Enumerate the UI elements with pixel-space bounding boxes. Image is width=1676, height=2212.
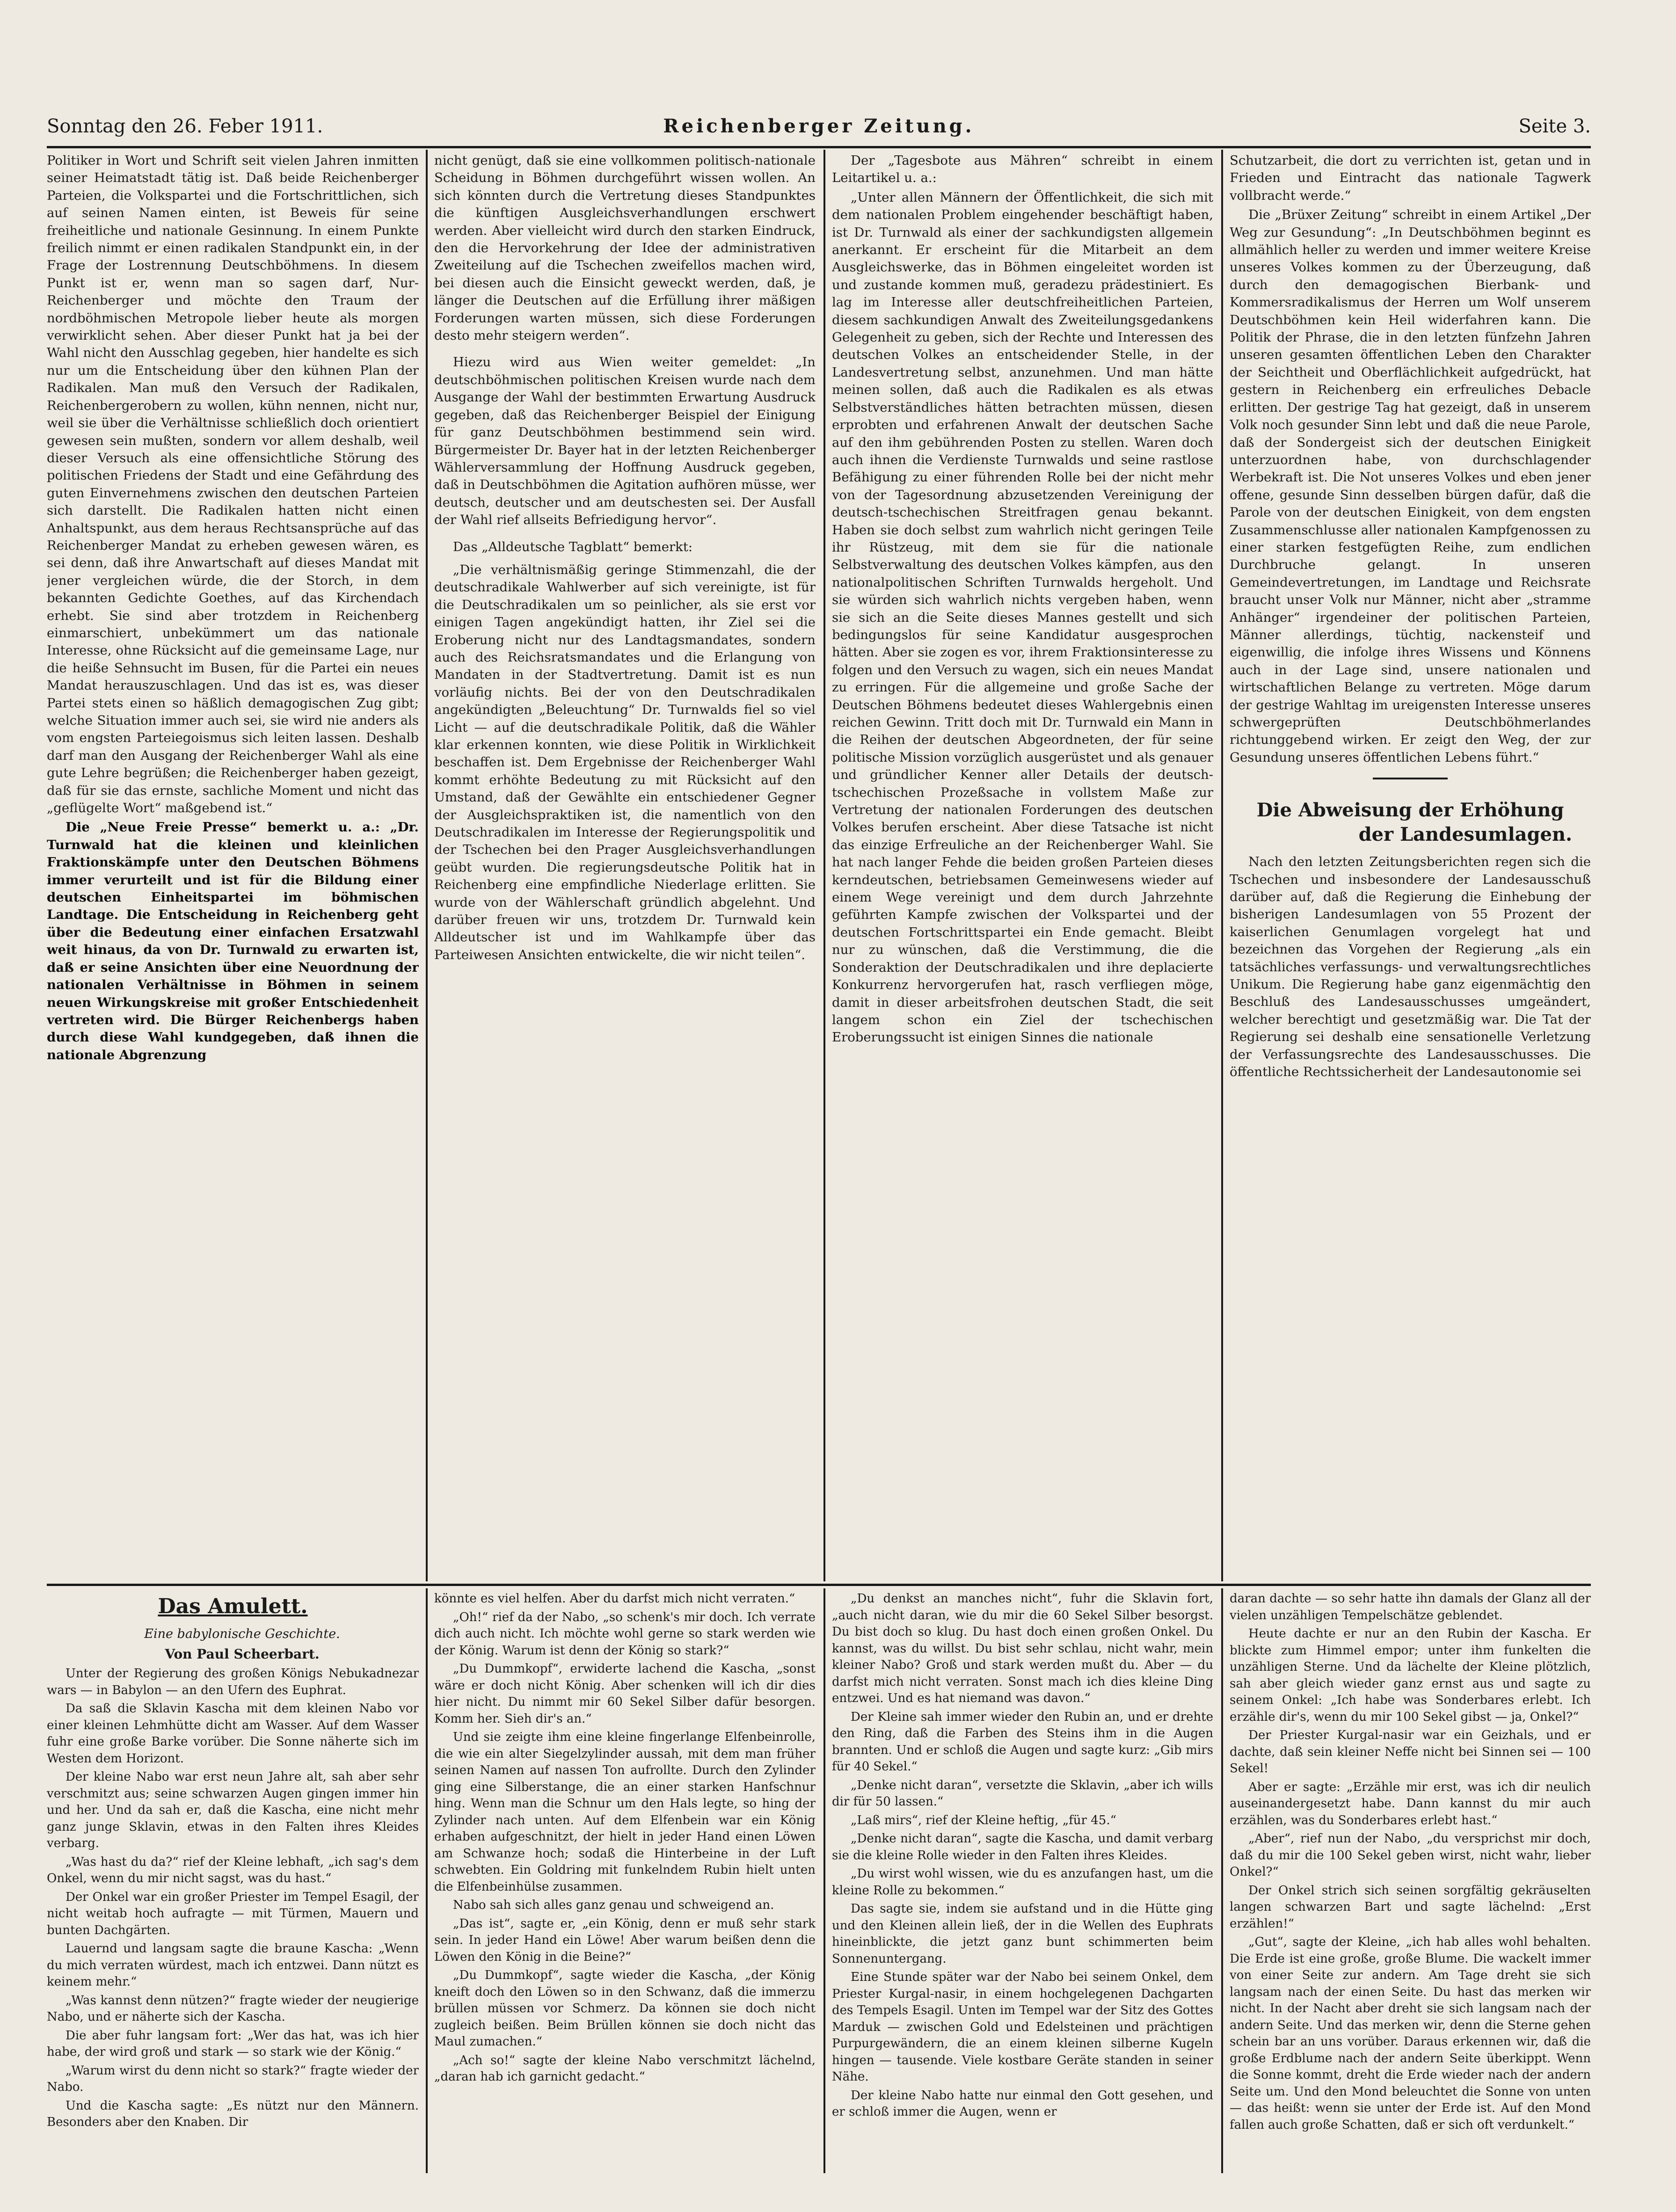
column-rule — [1221, 150, 1223, 1581]
column-rule — [1221, 1588, 1223, 2173]
paragraph: Lauernd und langsam sagte die braune Kascha: „Wenn du mich verraten würdest, mach ich entzwei. Dann nützt es keinem mehr.“ — [47, 1942, 419, 1989]
newspaper-title: Reichenberger Zeitung. — [663, 115, 975, 137]
paragraph: Politiker in Wort und Schrift seit vielen Jahren inmitten seiner Heimatstadt tätig ist. Daß beide Reichenberger Parteien, die Volkspartei und die Fortschrittlichen, sich auf seinen Namen einten, ist Beweis für seine freiheitliche und nationale Gesinnung. In einem Punkte freilich nimmt er einen radikalen Standpunkt ein, in der Frage der Lostrennung Deutschböhmens. In diesem Punkt ist er, wenn man so sagen darf, Nur-Reichenberger und möchte den Traum der nordböhmischen Metropole lieber heute als morgen verwirklicht sehen. Aber dieser Punkt hat ja bei der Wahl nicht den Ausschlag gegeben, hier handelte es sich nur um die Entscheidung über den kühnen Plan der Radikalen. Man muß den Versuch der Radikalen, Reichenbergerobern zu wollen, kühn nennen, nicht nur, weil sie über die Verhältnisse schließlich doch orientiert gewesen sein mußten, sondern vor allem deshalb, weil dieser Versuch als eine offensichtliche Störung des politischen Friedens der Stadt und eine Gefährdung des guten Einvernehmens zwischen den deutschen Parteien sich darstellt. Die Radikalen hatten nicht einen Anhaltspunkt, aus dem heraus Rechtsansprüche auf das Reichenberger Mandat zu erheben gewesen wären, es sei denn, daß ihre Anwartschaft auf dieses Mandat mit jener vergleichen würde, die der Storch, in dem bekannten Gedichte Goethes, auf das Kirchendach erhebt. Sie sind aber trotzdem in Reichenberg einmarschiert, unbekümmert um das nationale Interesse, ohne Rücksicht auf die gemeinsame Lage, nur die heiße Sehnsucht im Busen, für die Partei ein neues Mandat herauszuschlagen. Und das ist es, was dieser Partei stets einen so häßlich demagogischen Zug gibt; welche Situation immer auch sei, sie wird nie anders als vom engsten Parteiegoismus sich leiten lassen. Deshalb darf man den Ausgang der Reichenberger Wahl als eine gute Lehre begrüßen; die Reichenberger haben gezeigt, daß für sie das ernste, sachliche Moment und nicht das „geflügelte Wort“ maßgebend ist.“ — [47, 153, 419, 816]
article-column-4 — [1230, 152, 1591, 1579]
paragraph: Eine Stunde später war der Nabo bei seinem Onkel, dem Priester Kurgal-nasir, in einem hochgelegenen Dachgarten des Tempels Esagil. Unten im Tempel war der Sitz des Gottes Marduk — zwischen Gold und Edelsteinen und prächtigen Purpurgewändern, die an einem kleinen silberne Kugeln hingen — tausende. Viele kostbare Geräte standen in seiner Nähe. — [832, 1970, 1213, 2084]
page-number: Seite 3. — [1518, 116, 1591, 137]
paragraph: „Du Dummkopf“, sagte wieder die Kascha, „der König kneift doch den Löwen so in den Schwanz, daß die immerzu brüllen müssen vor Schmerz. Da können sie doch nicht zugleich beißen. Beim Brüllen können sie doch nicht das Maul zumachen.“ — [434, 1968, 816, 2049]
article-column-3 — [832, 152, 1213, 1579]
paragraph: Der Priester Kurgal-nasir war ein Geizhals, und er dachte, daß sein kleiner Neffe nicht bei Sinnen sei — 100 Sekel! — [1230, 1728, 1591, 1775]
paragraph: Die „Neue Freie Presse“ bemerkt u. a.: „Dr. Turnwald hat die kleinen und kleinlichen Fraktionskämpfe unter den Deutschen Böhmens immer verurteilt und ist für die Bildung einer deutschen Einheitspartei im böhmischen Landtage. Die Entscheidung in Reichenberg geht über die Bedeutung einer einfachen Ersatzwahl weit hinaus, da von Dr. Turnwald zu erwarten ist, daß er seine Ansichten über eine Neuordnung der nationalen Verhältnisse in Böhmen in seinem neuen Wirkungskreise mit großer Entschiedenheit vertreten wird. Die Bürger Reichenbergs haben durch diese Wahl kundgegeben, daß ihnen die nationale Abgrenzung — [47, 820, 419, 1062]
paragraph: Der Onkel strich sich seinen sorgfältig gekräuselten langen schwarzen Bart und sagte lächelnd: „Erst erzählen!“ — [1230, 1883, 1591, 1931]
paragraph: Das sagte sie, indem sie aufstand und in die Hütte ging und den Kleinen allein ließ, der in die Wellen des Euphrats hineinblickte, die jetzt ganz bunt schimmerten beim Sonnenuntergang. — [832, 1902, 1213, 1966]
paragraph: Und sie zeigte ihm eine kleine fingerlange Elfenbeinrolle, die wie ein alter Siegelzylinder aussah, mit dem man früher seinen Namen auf nassen Ton aufrollte. Durch den Zylinder ging eine Silberstange, die an einer starken Hanfschnur hing. Wenn man die Schnur um den Hals legte, so hing der Zylinder nach unten. Auf dem Elfenbein war ein König erhaben aufgeschnitzt, der hielt in jeder Hand einen Löwen am Schwanze hoch; sodaß die Hinterbeine in der Luft schwebten. Ein Goldring mit funkelndem Rubin hielt unten die Elfenbeinhülse zusammen. — [434, 1730, 816, 1894]
section-rule — [47, 1584, 1591, 1586]
paragraph: „Laß mirs“, rief der Kleine heftig, „für 45.“ — [851, 1813, 1116, 1827]
section-divider — [1373, 778, 1448, 779]
paragraph: Der Onkel war ein großer Priester im Tempel Esagil, der nicht weitab hoch aufragte — mit Türmen, Mauern und bunten Dachgärten. — [47, 1890, 419, 1937]
header-rule — [47, 146, 1591, 148]
paragraph: „Du denkst an manches nicht“, fuhr die Sklavin fort, „auch nicht daran, wie du mir die 60 Sekel Silber besorgst. Du bist doch so klug. Du hast doch einen großen Onkel. Du kannst, was du willst. Du bist sehr schlau, nicht wahr, mein kleiner Nabo? Groß und stark werden mußt du. Aber — du darfst mich nicht verraten. Sonst mach ich dies kleine Ding entzwei. Und es hat niemand was davon.“ — [832, 1592, 1213, 1705]
paragraph: „Gut“, sagte der Kleine, „ich hab alles wohl behalten. Die Erde ist eine große, große Blume. Die wackelt immer von einer Seite zur andern. Am Tage dreht sie sich langsam nach der einen Seite. Du hast das merken wir nicht. In der Nacht aber dreht sie sich langsam nach der andern Seite. Und das merken wir, denn die Sterne gehen schein bar an uns vorüber. Daraus erkennen wir, daß die große Erdblume nach der andern Seite überkippt. Wenn die Sonne kommt, dreht die Erde wieder nach der andern Seite um. Und den Mond beleuchtet die Sonne von unten — das heißt: wenn sie unter der Erde ist. Auf den Mond fallen auch große Schatten, daß er sich oft verdunkelt.“ — [1230, 1935, 1591, 2132]
feuilleton-column-2 — [434, 1591, 816, 2173]
paragraph: Die aber fuhr langsam fort: „Wer das hat, was ich hier habe, der wird groß und stark — so stark wie der König.“ — [47, 2028, 419, 2059]
paragraph: Heute dachte er nur an den Rubin der Kascha. Er blickte zum Himmel empor; unter ihm funkelten die unzähligen Sterne. Und da lächelte der Kleine plötzlich, sah aber gleich wieder ganz ernst aus und sagte zu seinem Onkel: „Ich habe was Sonderbares erlebt. Ich erzähle dir's, wenn du mir 100 Sekel gibst — ja, Onkel?“ — [1230, 1627, 1591, 1724]
paragraph: „Das ist“, sagte er, „ein König, denn er muß sehr stark sein. In jeder Hand ein Löwe! Aber warum beißen denn die Löwen den König in die Beine?“ — [434, 1916, 816, 1964]
paragraph: daran dachte — so sehr hatte ihn damals der Glanz all der vielen unzähligen Tempelschätze geblendet. — [1230, 1592, 1591, 1623]
paragraph: „Ach so!“ sagte der kleine Nabo verschmitzt lächelnd, „daran hab ich garnicht gedacht.“ — [434, 2053, 816, 2084]
paragraph: „Du Dummkopf“, erwiderte lachend die Kascha, „sonst wäre er doch nicht König. Aber schenken will ich dir dies hier nicht. Du nimmt mir 60 Sekel Silber dafür besorgen. Komm her. Sieh dir's an.“ — [434, 1662, 816, 1726]
column-rule — [426, 150, 428, 1581]
paragraph: Der „Tagesbote aus Mähren“ schreibt in einem Leitartikel u. a.: — [832, 153, 1213, 186]
paragraph: Und die Kascha sagte: „Es nützt nur den Männern. Besonders aber den Knaben. Dir — [47, 2098, 419, 2129]
paragraph: Nach den letzten Zeitungsberichten regen sich die Tschechen und insbesondere der Landesausschuß darüber auf, daß die Regierung die Einhebung der bisherigen Landesumlagen von 55 Prozent der kaiserlichen Genumlagen vorgelegt hat und bezeichnen das Vorgehen der Regierung „als ein tatsächliches verfassungs- und verwaltungsrechtliches Unikum. Die Regierung habe ganz eigenmächtig den Beschluß des Landesausschusses umgeändert, welcher berechtigt und gesetzmäßig war. Die Tat der Regierung sei deshalb eine sensationelle Verletzung der Verfassungsrechte des Landesausschusses. Die öffentliche Rechtssicherheit der Landesautonomie sei — [1230, 854, 1591, 1080]
paragraph: Unter der Regierung des großen Königs Nebukadnezar wars — in Babylon — an den Ufern des Euphrat. — [47, 1666, 419, 1697]
paragraph: Der Kleine sah immer wieder den Rubin an, und er drehte den Ring, daß die Farben des Steins ihm in die Augen brannten. Und er schloß die Augen und sagte kurz: „Gib mirs für 40 Sekel.“ — [832, 1710, 1213, 1774]
paragraph: „Denke nicht daran“, sagte die Kascha, und damit verbarg sie die kleine Rolle wieder in den Falten ihres Kleides. — [832, 1832, 1213, 1863]
paragraph: nicht genügt, daß sie eine vollkommen politisch-nationale Scheidung in Böhmen durchgeführt wissen wollen. An sich könnten durch die Vertretung dieses Standpunktes die künftigen Ausgleichsverhandlungen erschwert werden. Aber vielleicht wird durch den starken Eindruck, den die Hervorkehrung der Idee der administrativen Zweiteilung auf die Tschechen zweifellos machen wird, bei diesen auch die Einsicht geweckt werden, daß, je länger die Deutschen auf die Erfüllung ihrer mäßigen Forderungen warten müssen, sich diese Forderungen desto mehr steigern werden“. — [434, 153, 816, 343]
story-author: Von Paul Scheerbart. — [165, 1646, 320, 1662]
story-title: Das Amulett. — [158, 1594, 308, 1618]
paragraph: „Was kannst denn nützen?“ fragte wieder der neugierige Nabo, und er näherte sich der Kascha. — [47, 1993, 419, 2024]
article-column-1 — [47, 152, 419, 1579]
heading-line: Die Abweisung der Erhöhung — [1256, 799, 1564, 822]
paragraph: „Aber“, rief nun der Nabo, „du versprichst mir doch, daß du mir die 100 Sekel geben wirst, nicht wahr, lieber Onkel?“ — [1230, 1832, 1591, 1879]
paragraph: „Unter allen Männern der Öffentlichkeit, die sich mit dem nationalen Problem eingehender beschäftigt haben, ist Dr. Turnwald als einer der sachkundigsten allgemein anerkannt. Er erscheint für die Mitarbeit an dem Ausgleichswerke, das in Böhmen eingeleitet worden ist und zustande kommen muß, geradezu prädestiniert. Es lag im Interesse aller deutschfreiheitlichen Parteien, diesem sachkundigen Anwalt des Zweiteilungsgedankens Gelegenheit zu geben, sich der Rechte und Interessen des deutschen Volkes an entscheidender Stelle, in der Landesvertretung selbst, anzunehmen. Und man hätte meinen sollen, daß auch die Radikalen es als etwas Selbstverständliches hätten betrachten müssen, diesen erprobten und erfahrenen Anwalt der deutschen Sache auf den ihm gebührenden Posten zu stellen. Waren doch auch ihnen die Verdienste Turnwalds und seine rastlose Befähigung zu einer führenden Rolle bei der nicht mehr von der Tagesordnung abzusetzenden Vereinigung der deutsch-tschechischen Streitfragen genau bekannt. Haben sie doch selbst zum wahrlich nicht geringen Teile ihr Rüstzeug, mit dem sie für die nationale Selbstverwaltung des deutschen Volkes kämpfen, aus den nationalpolitischen Schriften Turnwalds hergeholt. Und sie würden sich wahrlich nichts vergeben haben, wenn sie sich an die Seite dieses Mannes gestellt und sich bedingungslos für seine Kandidatur ausgesprochen hätten. Aber sie zogen es vor, ihrem Fraktionsinteresse zu folgen und den Versuch zu wagen, sich ein neues Mandat zu erringen. Für die allgemeine und große Sache der Deutschen Böhmens bedeutet dieses Wahlergebnis einen reichen Gewinn. Tritt doch mit Dr. Turnwald ein Mann in die Reihen der deutschen Abgeordneten, der für seine politische Mission vorzüglich ausgerüstet und als genauer und gründlicher Kenner aller Details der deutsch-tschechischen Prozeßsache in vollstem Maße zur Vertretung der nationalen Forderungen des deutschen Volkes berufen erscheint. Aber diese Tatsache ist nicht das einzige Erfreuliche an der Reichenberger Wahl. Sie hat nach langer Fehde die beiden großen Parteien dieses kerndeutschen, betriebsamen Gemeinwesens wieder auf einem Wege vereinigt und dem durch Jahrzehnte geführten Kampfe zwischen der Volkspartei und der deutschen Fortschrittspartei ein Ende gemacht. Bleibt nur zu wünschen, daß die Verstimmung, die die Sonderaktion der Deutschradikalen und ihre deplacierte Konkurrenz hervorgerufen hat, rasch verfliegen möge, damit in dieser arbeitsfrohen deutschen Stadt, die seit langem schon ein Ziel der tschechischen Eroberungssucht ist einigen Sinnes die nationale — [832, 189, 1213, 1045]
story-subtitle: Eine babylonische Geschichte. — [144, 1627, 340, 1641]
paragraph: Der kleine Nabo hatte nur einmal den Gott gesehen, und er schloß immer die Augen, wenn er — [832, 2088, 1213, 2119]
paragraph: Hiezu wird aus Wien weiter gemeldet: „In deutschböhmischen politischen Kreisen wurde nach dem Ausgange der Wahl der bestimmten Erwartung Ausdruck gegeben, daß das Reichenberger Beispiel der Einigung für ganz Deutschböhmen bestimmend sein wird. Bürgermeister Dr. Bayer hat in der letzten Reichenberger Wählerversammlung der Hoffnung Ausdruck gegeben, daß in Deutschböhmen die Agitation aufhören müsse, wer deutsch, deutscher und am deutschesten sei. Der Ausfall der Wahl rief allseits Befriedigung hervor“. — [434, 355, 816, 528]
column-rule — [426, 1588, 428, 2173]
paragraph: „Oh!“ rief da der Nabo, „so schenk's mir doch. Ich verrate dich auch nicht. Ich möchte wohl gerne so stark werden wie der König. Warum ist denn der König so stark?“ — [434, 1610, 816, 1658]
feuilleton-column-1 — [47, 1591, 419, 2173]
heading-line: der Landesumlagen. — [1358, 823, 1572, 846]
paragraph: Aber er sagte: „Erzähle mir erst, was ich dir neulich auseinandergesetzt habe. Dann kannst du mir auch erzählen, was du Sonderbares erlebt hast.“ — [1230, 1780, 1591, 1827]
paragraph: könnte es viel helfen. Aber du darfst mich nicht verraten.“ — [434, 1592, 795, 1606]
paragraph: Die „Brüxer Zeitung“ schreibt in einem Artikel „Der Weg zur Gesundung“: „In Deutschböhmen beginnt es allmählich heller zu werden und immer weitere Kreise unseres Volkes kommen zu der Überzeugung, daß durch den demagogischen Bierbank- und Kommersradikalismus der Herren um Wolf unserem Deutschböhmen kein Heil widerfahren kann. Die Politik der Phrase, die in den letzten fünfzehn Jahren unseren gesamten öffentlichen Leben den Charakter der Seichtheit und Oberflächlichkeit aufgedrückt, hat gestern in Reichenberg ein erfreuliches Debacle erlitten. Der gestrige Tag hat gezeigt, daß in unserem Volk noch gesunder Sinn lebt und daß die neue Parole, daß der Sondergeist sich der deutschen Einigkeit unterzuordnen habe, von durchschlagender Werbekraft ist. Die Not unseres Volkes und eben jener offene, gesunde Sinn desselben bürgen dafür, daß die Parole von der deutschen Einigkeit, von dem engsten Zusammenschlusse aller nationalen Kampfgenossen zu einer starken festgefügten Reihe, zum endlichen Durchbruche gelangt. In unseren Gemeindevertretungen, im Landtage und Reichsrate braucht unser Volk nur Männer, nicht aber „stramme Anhänger“ irgendeiner der politischen Parteien, Männer allerdings, tüchtig, nackensteif und eigenwillig, die infolge ihres Wissens und Könnens auch in der Lage sind, unsere nationalen und wirtschaftlichen Belange zu vertreten. Möge darum der gestrige Wahltag im ureigensten Interesse unseres schwergeprüften Deutschböhmerlandes richtunggebend wirken. Er zeigt den Weg, der zur Gesundung unseres öffentlichen Lebens führt.“ — [1230, 207, 1591, 765]
paragraph: Schutzarbeit, die dort zu verrichten ist, getan und in Frieden und Eintracht das nationale Tagwerk vollbracht werde.“ — [1230, 153, 1591, 203]
paragraph: Nabo sah sich alles ganz genau und schweigend an. — [453, 1898, 774, 1912]
feuilleton-column-4 — [1230, 1591, 1591, 2173]
feuilleton-column-3 — [832, 1591, 1213, 2173]
paragraph: „Die verhältnismäßig geringe Stimmenzahl, die der deutschradikale Wahlwerber auf sich vereinigte, ist für die Deutschradikalen um so peinlicher, als sie erst vor einigen Tagen angekündigt hatten, ihr Ziel sei die Eroberung nicht nur des Landtagsmandates, sondern auch des Reichsratsmandates und die Erlangung von Mandaten in der Stadtvertretung. Damit ist es nun vorläufig nichts. Bei der von den Deutschradikalen angekündigten „Beleuchtung“ Dr. Turnwalds fiel so viel Licht — auf die deutschradikale Politik, daß die Wähler klar erkennen konnten, wie diese Politik in Wirklichkeit beschaffen ist. Dem Ergebnisse der Reichenberger Wahl kommt erhöhte Bedeutung zu mit Rücksicht auf den Umstand, daß der Gewählte ein entschiedener Gegner der Ausgleichspraktiken ist, die namentlich von den Deutschradikalen im Interesse der Regierungspolitik und der Tschechen bei den Prager Ausgleichsverhandlungen geübt wurden. Die regierungsdeutsche Politik hat in Reichenberg eine empfindliche Niederlage erlitten. Sie wurde von der Wählerschaft gründlich abgelehnt. Und darüber freuen wir uns, trotzdem Dr. Turnwald kein Alldeutscher ist und im Wahlkampfe über das Parteiwesen Ansichten entwickelte, die wir nicht teilen“. — [434, 562, 816, 962]
masthead — [47, 108, 1591, 145]
paragraph: „Warum wirst du denn nicht so stark?“ fragte wieder der Nabo. — [47, 2063, 419, 2094]
newspaper-page — [47, 94, 1591, 2176]
paragraph: Der kleine Nabo war erst neun Jahre alt, sah aber sehr verschmitzt aus; seine schwarzen Augen gingen immer hin und her. Und da sah er, daß die Kascha, eine nicht mehr ganz junge Sklavin, etwas in den Falten ihres Kleides verbarg. — [47, 1770, 419, 1850]
article-heading — [1230, 798, 1591, 847]
paragraph: „Denke nicht daran“, versetzte die Sklavin, „aber ich wills dir für 50 lassen.“ — [832, 1778, 1213, 1809]
paragraph: Da saß die Sklavin Kascha mit dem kleinen Nabo vor einer kleinen Lehmhütte dicht am Wasser. Auf dem Wasser fuhr eine große Barke vorüber. Die Sonne näherte sich im Westen dem Horizont. — [47, 1702, 419, 1766]
paragraph: Das „Alldeutsche Tagblatt“ bemerkt: — [453, 539, 693, 554]
paragraph: „Was hast du da?“ rief der Kleine lebhaft, „ich sag's dem Onkel, wenn du mir nicht sagst, was du hast.“ — [47, 1855, 419, 1885]
article-column-2 — [434, 152, 816, 1579]
issue-date: Sonntag den 26. Feber 1911. — [47, 116, 323, 137]
paragraph: „Du wirst wohl wissen, wie du es anzufangen hast, um die kleine Rolle zu bekommen.“ — [832, 1867, 1213, 1898]
column-rule — [823, 150, 825, 1581]
column-rule — [823, 1588, 825, 2173]
